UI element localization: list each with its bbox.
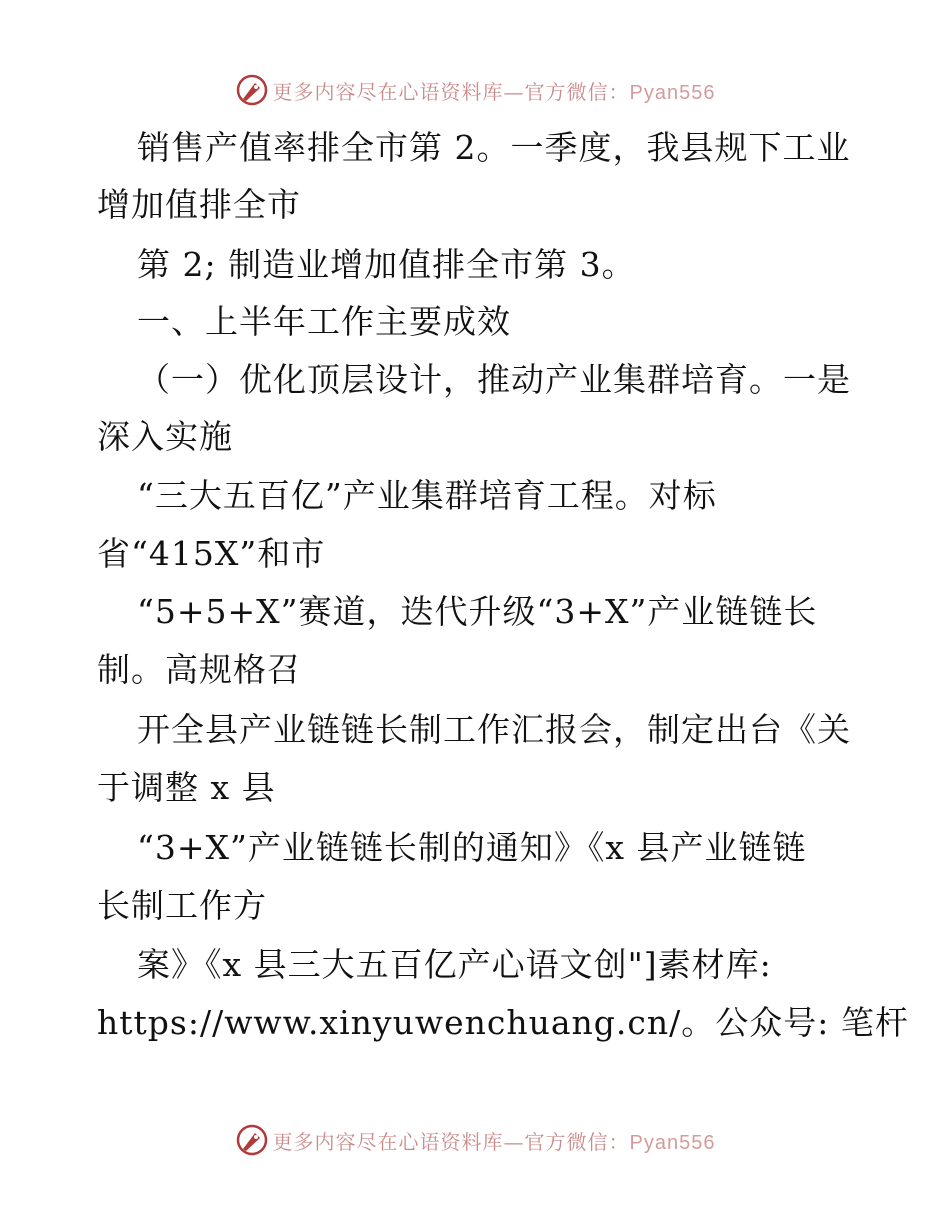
body-line-8: 省“415X”和市: [97, 534, 326, 573]
body-line-12: 于调整 x 县: [97, 768, 276, 807]
header-banner-text: 更多内容尽在心语资料库—官方微信：Pyan556: [272, 79, 716, 104]
body-line-5: （一）优化顶层设计，推动产业集群培育。一是: [137, 360, 851, 399]
body-line-9: “5+5+X”赛道，迭代升级“3+X”产业链链长: [137, 592, 818, 631]
body-line-15: 案》《x 县三大五百亿产心语文创"]素材库:: [137, 945, 772, 984]
footer-banner-id: Pyan556: [629, 1131, 716, 1154]
pen-nib-logo-icon: [235, 73, 269, 107]
footer-watermark-banner: [0, 1120, 950, 1160]
footer-banner-text: 更多内容尽在心语资料库—官方微信：Pyan556: [272, 1129, 716, 1154]
body-line-2: 增加值排全市: [97, 185, 301, 224]
body-line-14: 长制工作方: [97, 886, 267, 925]
body-line-6: 深入实施: [97, 417, 233, 456]
header-banner-id: Pyan556: [629, 81, 716, 104]
body-line-13: “3+X”产业链链长制的通知》《x 县产业链链: [137, 828, 807, 867]
header-watermark-banner: [0, 70, 950, 110]
body-line-1: 销售产值率排全市第 2。一季度，我县规下工业: [137, 128, 851, 167]
section-heading: 一、上半年工作主要成效: [137, 302, 511, 341]
body-line-3: 第 2; 制造业增加值排全市第 3。: [137, 245, 636, 284]
body-line-16: https://www.xinyuwenchuang.cn/。公众号: 笔杆: [97, 1003, 909, 1042]
pen-nib-logo-icon: [235, 1123, 269, 1157]
body-line-11: 开全县产业链链长制工作汇报会，制定出台《关: [137, 710, 851, 749]
body-line-10: 制。高规格召: [97, 650, 301, 689]
body-line-7: “三大五百亿”产业集群培育工程。对标: [137, 476, 717, 515]
